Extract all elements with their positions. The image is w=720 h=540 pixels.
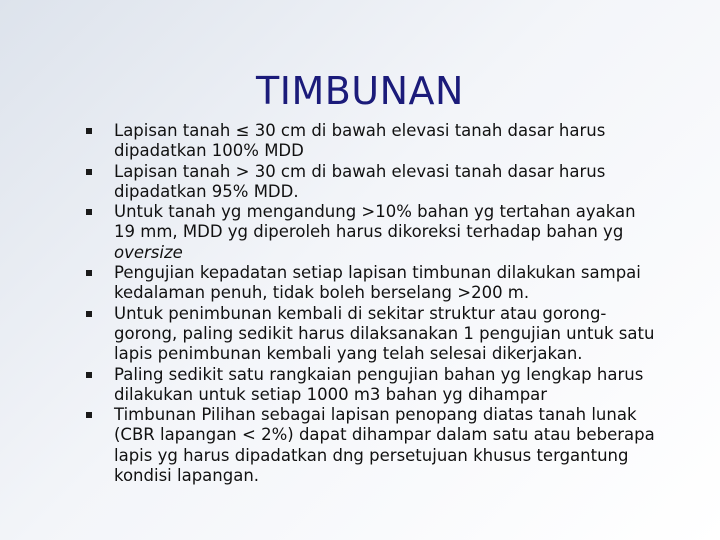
square-bullet-icon bbox=[86, 311, 92, 317]
list-item-text: Untuk penimbunan kembali di sekitar struktur atau gorong-gorong, paling sedikit harus dilaksanakan 1 pengujian untuk satu lapis penimbunan kembali yang telah selesai dikerjakan. bbox=[114, 303, 655, 364]
list-item-text: Lapisan tanah ≤ 30 cm di bawah elevasi tanah dasar harus dipadatkan 100% MDD bbox=[114, 121, 606, 161]
list-item bbox=[86, 202, 661, 263]
square-bullet-icon bbox=[86, 270, 92, 276]
list-item bbox=[86, 263, 661, 304]
list-item bbox=[86, 365, 661, 406]
list-item bbox=[86, 121, 661, 162]
square-bullet-icon bbox=[86, 209, 92, 215]
list-item-emphasis: oversize bbox=[114, 242, 183, 262]
square-bullet-icon bbox=[86, 372, 92, 378]
list-item bbox=[86, 405, 661, 486]
bullet-list bbox=[86, 121, 661, 486]
square-bullet-icon bbox=[86, 412, 92, 418]
square-bullet-icon bbox=[86, 169, 92, 175]
slide-title: TIMBUNAN bbox=[256, 69, 464, 114]
list-item-text: Pengujian kepadatan setiap lapisan timbunan dilakukan sampai kedalaman penuh, tidak boleh berselang >200 m. bbox=[114, 263, 641, 303]
list-item-text: Lapisan tanah > 30 cm di bawah elevasi tanah dasar harus dipadatkan 95% MDD. bbox=[114, 161, 606, 201]
list-item-text: Paling sedikit satu rangkaian pengujian bahan yg lengkap harus dilakukan untuk setiap 1000 m3 bahan yg dihampar bbox=[114, 364, 644, 404]
list-item-text: Timbunan Pilihan sebagai lapisan penopang diatas tanah lunak (CBR lapangan < 2%) dapat dihampar dalam satu atau beberapa lapis yg harus dipadatkan dng persetujuan khusus tergantung kondisi lapangan. bbox=[114, 405, 655, 486]
list-item bbox=[86, 162, 661, 203]
square-bullet-icon bbox=[86, 128, 92, 134]
list-item bbox=[86, 304, 661, 365]
list-item-text: Untuk tanah yg mengandung >10% bahan yg tertahan ayakan 19 mm, MDD yg diperoleh harus dikoreksi terhadap bahan yg bbox=[114, 202, 636, 242]
